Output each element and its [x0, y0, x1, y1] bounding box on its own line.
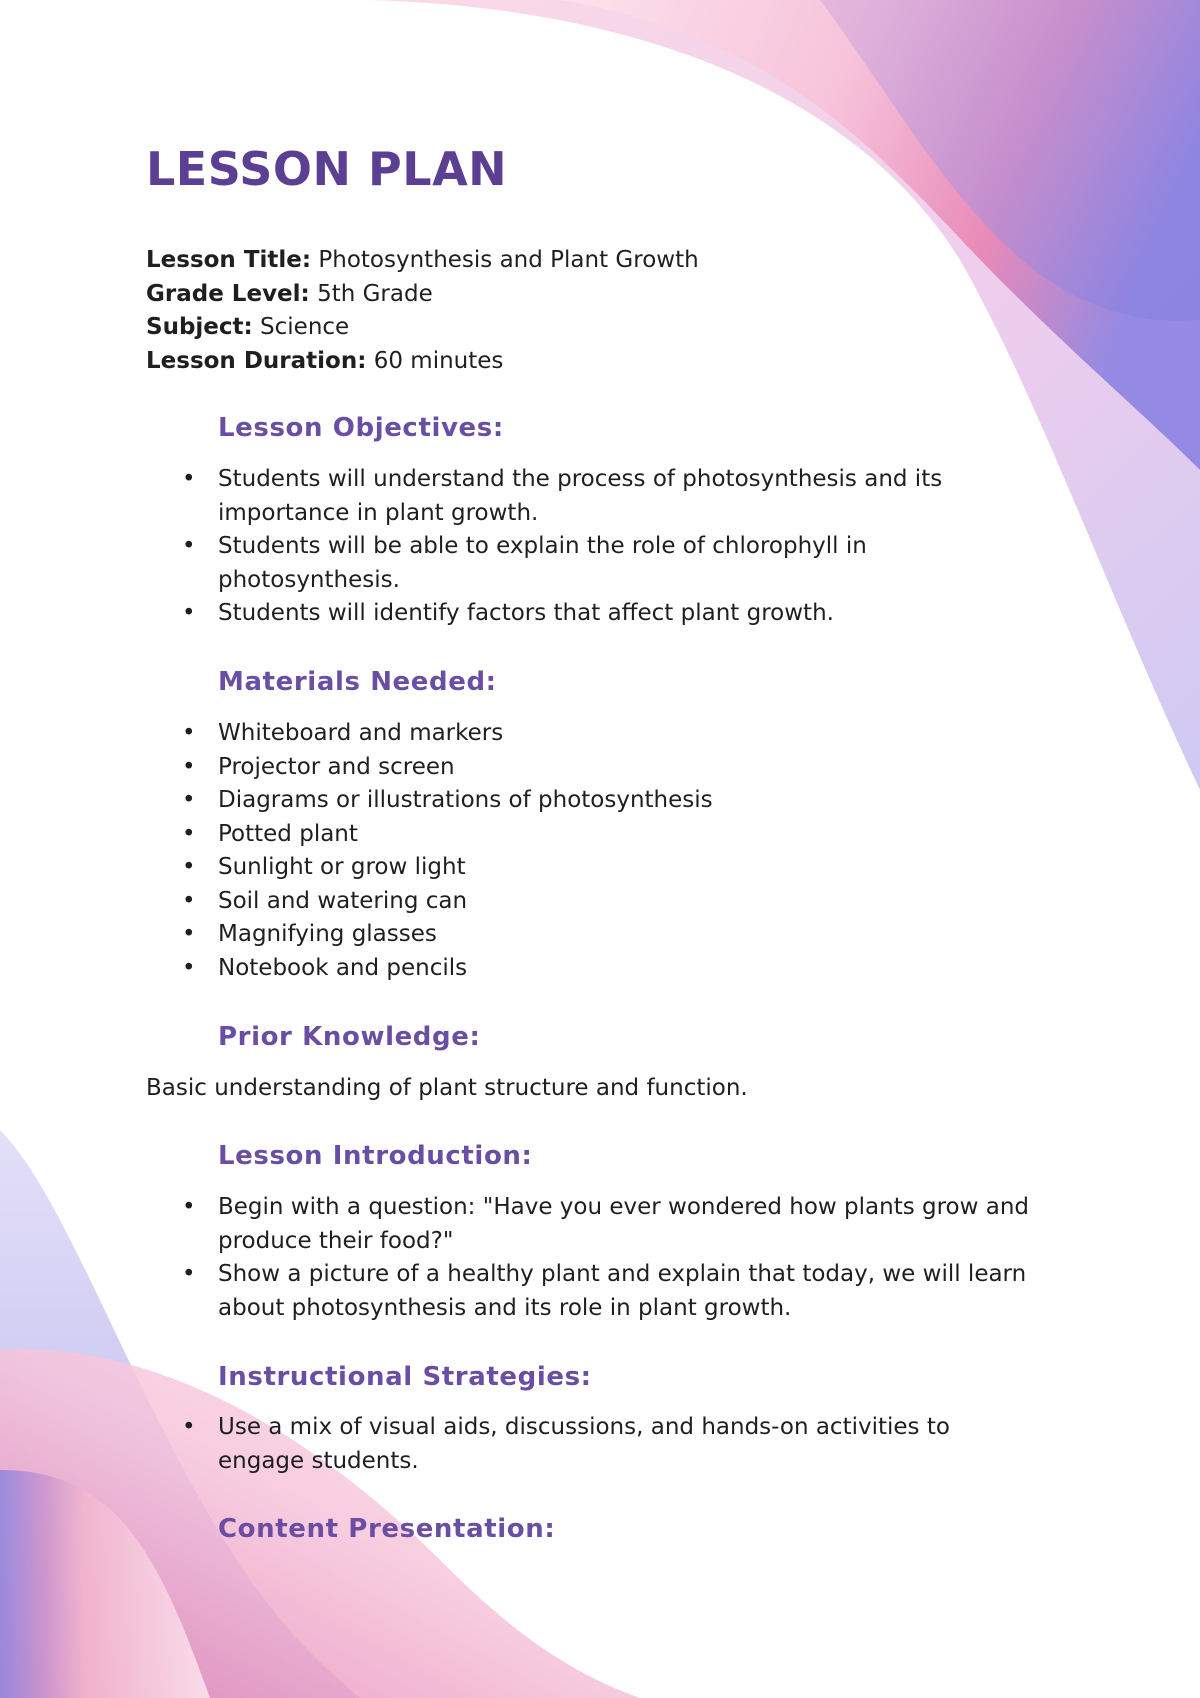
objectives-heading: Lesson Objectives:: [218, 413, 504, 443]
materials-heading: Materials Needed:: [218, 667, 497, 697]
list-item: • Students will identify factors that affect plant growth.: [218, 597, 1038, 631]
list-item: • Projector and screen: [218, 751, 1038, 785]
list-item: • Begin with a question: "Have you ever wondered how plants grow and produce their food?": [218, 1191, 1038, 1258]
strategies-heading: Instructional Strategies:: [218, 1362, 592, 1392]
list-item: • Students will be able to explain the role of chlorophyll in photosynthesis.: [218, 530, 1038, 597]
meta-label: Grade Level:: [146, 280, 310, 307]
meta-label: Subject:: [146, 314, 253, 340]
materials-list: [218, 717, 1038, 985]
list-item: • Notebook and pencils: [218, 952, 1038, 986]
lesson-meta: [146, 244, 699, 378]
content-presentation-heading: Content Presentation:: [218, 1514, 556, 1544]
meta-subject: [146, 311, 699, 345]
meta-value: Photosynthesis and Plant Growth: [318, 247, 699, 273]
prior-knowledge-heading: Prior Knowledge:: [218, 1022, 481, 1052]
list-item: • Soil and watering can: [218, 885, 1038, 919]
meta-value: 60 minutes: [373, 347, 504, 374]
objectives-list: [218, 463, 1038, 631]
strategies-list: [218, 1411, 1038, 1478]
list-item: • Magnifying glasses: [218, 918, 1038, 952]
list-item: • Sunlight or grow light: [218, 851, 1038, 885]
meta-grade-level: [146, 278, 699, 312]
list-item: • Show a picture of a healthy plant and explain that today, we will learn about photosynthesis and its role in plant growth.: [218, 1258, 1038, 1325]
list-item: • Potted plant: [218, 818, 1038, 852]
document-title: LESSON PLAN: [146, 142, 508, 196]
list-item: • Students will understand the process of photosynthesis and its importance in plant growth.: [218, 463, 1038, 530]
meta-label: Lesson Title:: [146, 247, 312, 273]
meta-value: Science: [260, 314, 350, 340]
meta-value: 5th Grade: [317, 280, 433, 307]
meta-lesson-duration: [146, 345, 699, 379]
meta-label: Lesson Duration:: [146, 347, 367, 374]
prior-knowledge-text: Basic understanding of plant structure and function.: [146, 1075, 748, 1101]
list-item: • Diagrams or illustrations of photosynthesis: [218, 784, 1038, 818]
meta-lesson-title: [146, 244, 699, 278]
introduction-list: [218, 1191, 1038, 1325]
list-item: • Use a mix of visual aids, discussions, and hands-on activities to engage students.: [218, 1411, 1038, 1478]
introduction-heading: Lesson Introduction:: [218, 1141, 533, 1171]
list-item: • Whiteboard and markers: [218, 717, 1038, 751]
